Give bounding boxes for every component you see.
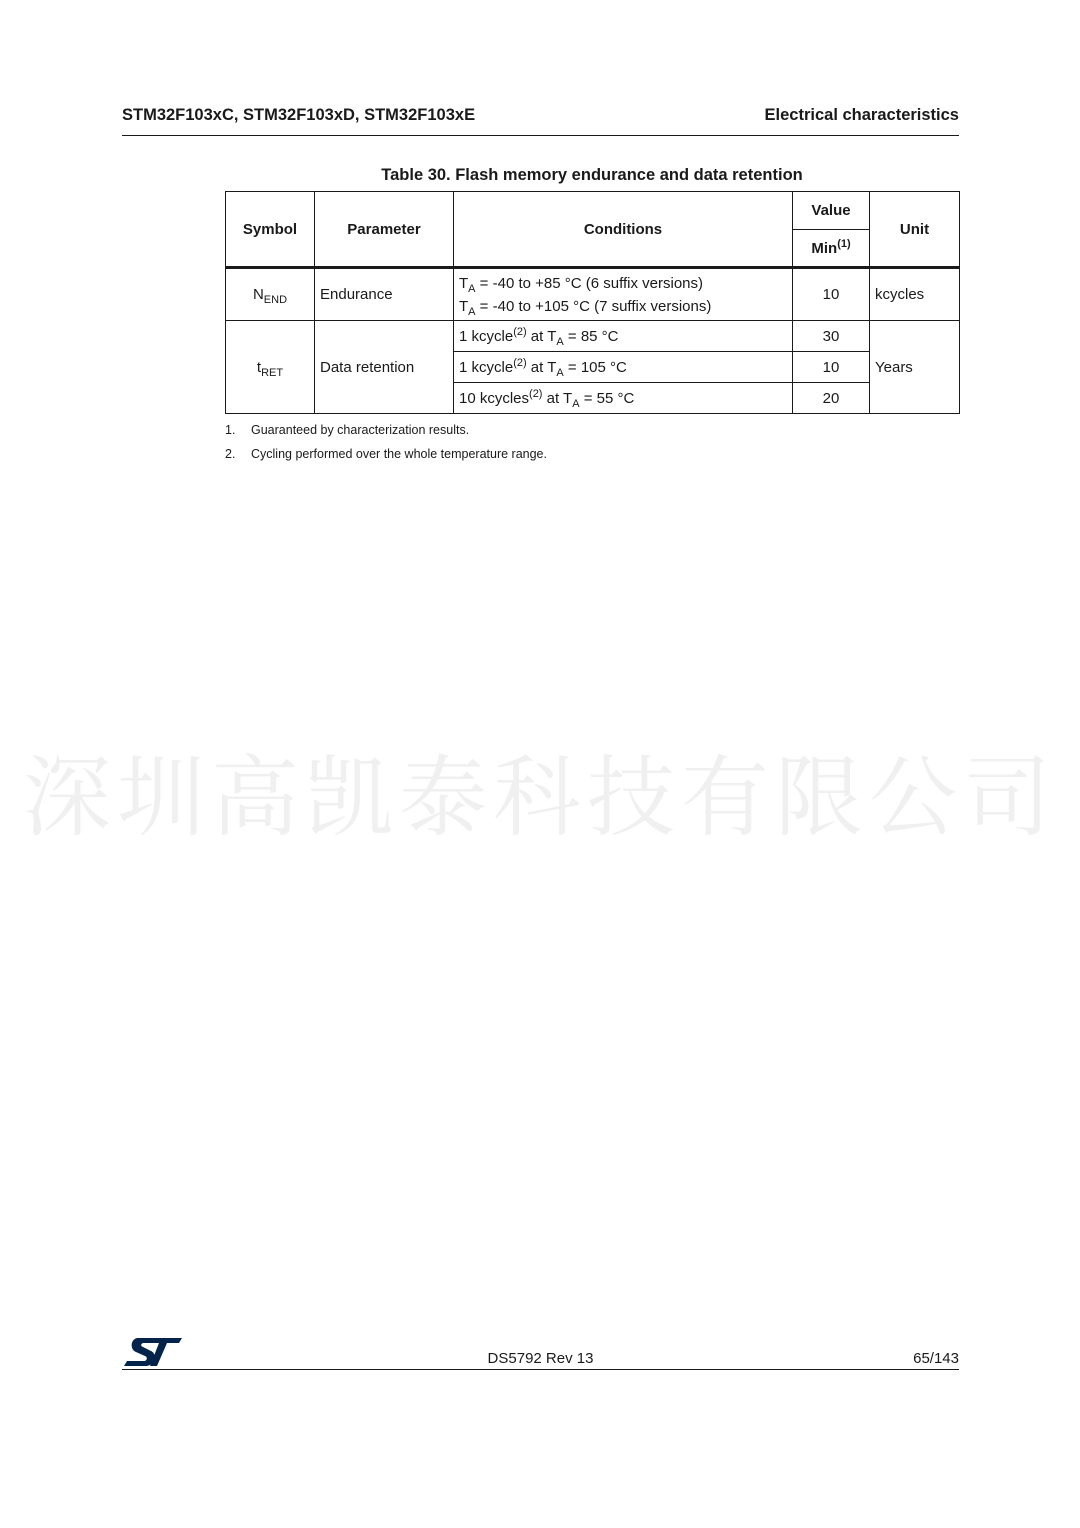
parameter-endurance: Endurance — [315, 268, 454, 321]
symbol-main: N — [252, 286, 264, 303]
condition-temp: = 85 °C — [563, 327, 619, 345]
value-retention-3: 20 — [793, 383, 870, 414]
footnote-number: 1. — [225, 423, 236, 437]
condition-line-1 — [459, 272, 787, 295]
condition-cycles: 10 kcycles — [459, 389, 530, 407]
condition-t: T — [459, 297, 469, 315]
footnote-ref: (2) — [513, 325, 527, 338]
condition-retention-3 — [454, 383, 793, 414]
header-conditions: Conditions — [454, 192, 793, 268]
flash-endurance-table — [225, 191, 960, 414]
header-section-title: Electrical characteristics — [764, 106, 959, 124]
condition-cycles: 1 kcycle — [459, 358, 514, 376]
footnote-text: Cycling performed over the whole temperature range. — [251, 447, 547, 461]
condition-rest: = -40 to +85 °C (6 suffix versions) — [475, 274, 704, 292]
footnote-1 — [225, 423, 547, 447]
page-number: 65/143 — [913, 1350, 959, 1367]
watermark: 深圳高凯泰科技有限公司 — [22, 746, 1057, 849]
footnote-ref: (2) — [529, 387, 543, 400]
condition-line-2 — [459, 295, 787, 318]
header-min-footnote-ref: (1) — [837, 237, 851, 250]
header-min — [793, 230, 870, 268]
header-parameter: Parameter — [315, 192, 454, 268]
conditions-endurance — [454, 268, 793, 321]
table-footnotes — [225, 423, 547, 471]
symbol-n-end — [226, 268, 315, 321]
condition-sub: A — [468, 305, 476, 318]
header-symbol: Symbol — [226, 192, 315, 268]
footnote-2 — [225, 447, 547, 471]
condition-rest: = -40 to +105 °C (7 suffix versions) — [475, 297, 712, 315]
document-revision: DS5792 Rev 13 — [487, 1350, 594, 1367]
condition-retention-2 — [454, 352, 793, 383]
header-min-label: Min — [811, 239, 838, 257]
symbol-sub: END — [263, 294, 288, 306]
condition-at: at T — [526, 327, 557, 345]
page-footer — [122, 1336, 959, 1370]
condition-sub: A — [468, 282, 476, 295]
table-title: Table 30. Flash memory endurance and data retention — [381, 166, 803, 184]
condition-temp: = 105 °C — [563, 358, 627, 376]
header-product-list: STM32F103xC, STM32F103xD, STM32F103xE — [122, 106, 476, 124]
header-unit: Unit — [870, 192, 960, 268]
symbol-sub: RET — [261, 366, 284, 379]
condition-retention-1 — [454, 321, 793, 352]
table-row-endurance — [226, 268, 960, 321]
condition-sub: A — [556, 366, 564, 379]
value-retention-1: 30 — [793, 321, 870, 352]
value-retention-2: 10 — [793, 352, 870, 383]
footnote-text: Guaranteed by characterization results. — [251, 423, 470, 437]
unit-retention: Years — [870, 321, 960, 414]
footnote-ref: (2) — [513, 356, 527, 369]
condition-t: T — [459, 274, 469, 292]
condition-cycles: 1 kcycle — [459, 327, 514, 345]
condition-sub: A — [572, 397, 580, 410]
condition-at: at T — [542, 389, 573, 407]
unit-endurance: kcycles — [870, 268, 960, 321]
symbol-main: t — [256, 358, 262, 376]
page-header — [122, 106, 959, 136]
parameter-data-retention: Data retention — [315, 321, 454, 414]
condition-sub: A — [556, 335, 564, 348]
symbol-t-ret — [226, 321, 315, 414]
condition-at: at T — [526, 358, 557, 376]
table-row-retention-1 — [226, 321, 960, 352]
header-row-1 — [226, 192, 960, 230]
header-value: Value — [793, 192, 870, 230]
condition-temp: = 55 °C — [579, 389, 635, 407]
footnote-number: 2. — [225, 447, 236, 461]
value-endurance: 10 — [793, 268, 870, 321]
